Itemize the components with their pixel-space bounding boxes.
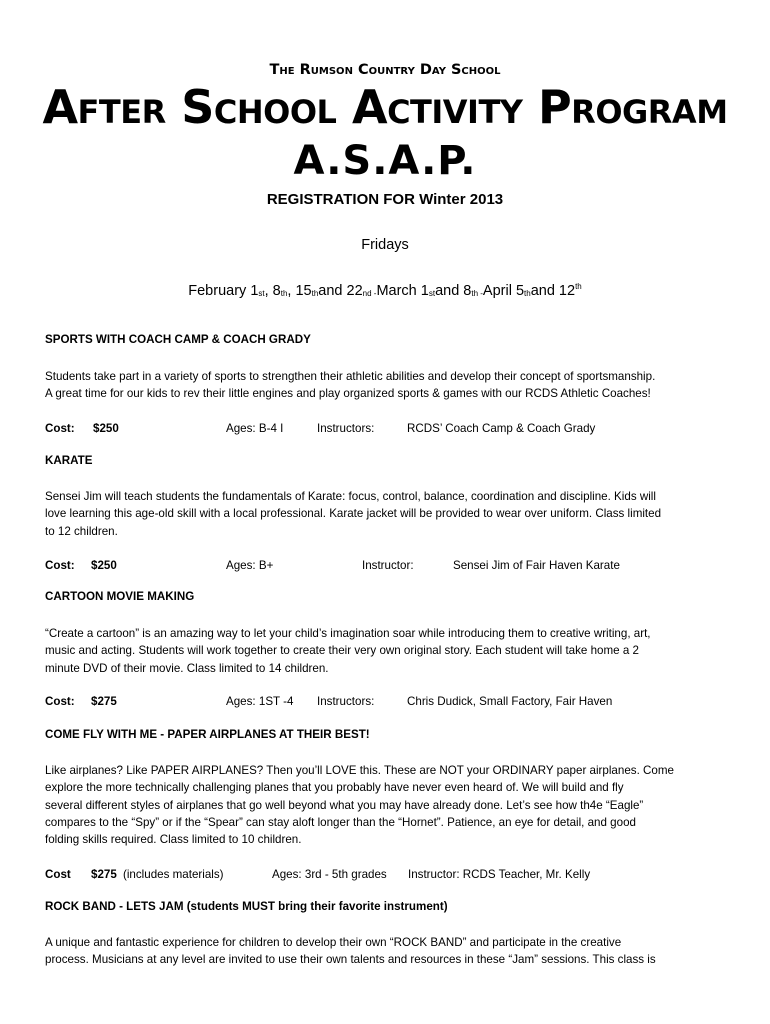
activity-description: Like airplanes? Like PAPER AIRPLANES? Then you’ll LOVE this. These are NOT your ORDINARY paper airplanes. Come explore the more technically challenging planes that you probably have never even heard of. We will build and fly several different styles of airplanes that go well beyond what you may have already done. Let’s see how th4e “Eagle” compares to the “Spy” or if the “Spear” can stay aloft longer than the “Hornet”. Patience, an eye for detail, and good folding skills required. Class limited to 10 children. [45,764,674,847]
cost-value: $250 [93,422,119,435]
activity-description: Sensei Jim will teach students the fundamentals of Karate: focus, control, balance, coordination and discipline. Kids will love learning this age-old skill with a local professional. Karate jacket will be provided to wear over uniform. Class limited to 12 children. [45,490,662,538]
instructor-name: Instructor: RCDS Teacher, Mr. Kelly [408,868,591,881]
activity-description: A unique and fantastic experience for children to develop their own “ROCK BAND” and participate in the creative process. Musicians at any level are invited to use their own talents and resources in these “Jam” sessions. This class is [45,936,656,967]
day-line: Fridays [361,237,409,253]
ages: Ages: 3rd - 5th grades [272,868,387,881]
cost-value: $275 [91,868,117,881]
ages: Ages: B+ [226,559,274,572]
ages: Ages: B-4 I [226,422,284,435]
cost-note: (includes materials) [123,868,224,881]
ages: Ages: 1ST -4 [226,695,294,708]
cost-value: $250 [91,559,117,572]
cost-label: Cost [45,868,71,881]
cost-label: Cost: [45,695,75,708]
instructor-name: Sensei Jim of Fair Haven Karate [453,559,620,572]
cost-label: Cost: [45,422,75,435]
dates-line: February 1st, 8th, 15thand $22^{nd -}March$ 1stand $8^{th -}April$ 5thand 12th [188,282,582,299]
activity-description: Students take part in a variety of sports to strengthen their athletic abilities and develop their concept of sportsmanship. A great time for our kids to rev their little engines and play organized sports & games with our RCDS Athletic Coaches! [45,370,656,401]
instructor-name: RCDS’ Coach Camp & Coach Grady [407,422,596,435]
activity-title: KARATE [45,454,93,467]
school-name: The Rumson Country Day School [269,62,501,78]
instructor-label: Instructors: [317,695,375,708]
activity-title: CARTOON MOVIE MAKING [45,590,195,603]
activity-title: COME FLY WITH ME - PAPER AIRPLANES AT THEIR BEST! [45,728,370,741]
cost-value: $275 [91,695,117,708]
activity-title: ROCK BAND - LETS JAM (students MUST bring their favorite instrument) [45,900,448,913]
instructor-label: Instructors: [317,422,375,435]
instructor-label: Instructor: [362,559,414,572]
program-title: After School Activity Program [42,80,728,134]
cost-label: Cost: [45,559,75,572]
activity-title: SPORTS WITH COACH CAMP & COACH GRADY [45,333,311,346]
activity-description: “Create a cartoon” is an amazing way to let your child’s imagination soar while introducing them to creative writing, art, music and acting. Students will work together to create their very own original story. Each student will take home a 2 minute DVD of their movie. Class limited to 14 children. [45,627,651,675]
program-acronym: A.S.A.P. [293,138,477,184]
registration-heading: REGISTRATION FOR Winter 2013 [266,191,504,208]
instructor-name: Chris Dudick, Small Factory, Fair Haven [407,695,613,708]
